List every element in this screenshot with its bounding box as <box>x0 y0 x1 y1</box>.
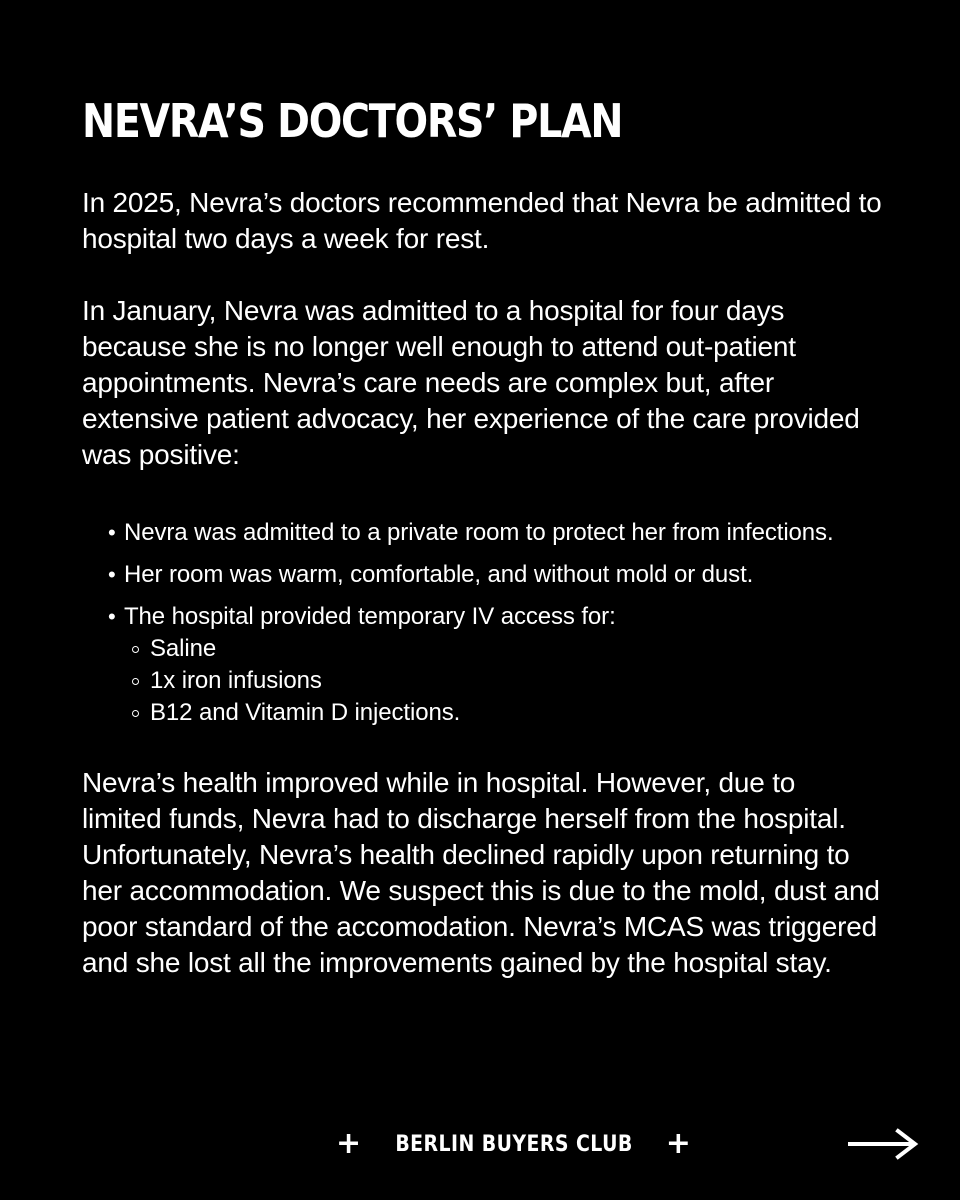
bullet-icon: • <box>108 603 116 629</box>
plus-icon: + <box>665 1126 692 1161</box>
list-item <box>108 601 882 729</box>
care-list <box>82 517 882 729</box>
iv-access-list <box>124 633 882 729</box>
footer <box>0 1126 960 1162</box>
sub-list-item <box>132 633 882 665</box>
list-item-text: Her room was warm, comfortable, and without mold or dust. <box>124 560 754 588</box>
list-item <box>108 559 882 591</box>
paragraph-outcome: Nevra’s health improved while in hospital. However, due to limited funds, Nevra had to discharge herself from the hospital. Unfortunately, Nevra’s health declined rapidly upon returning to her accommodation. We suspect this is due to the mold, dust and poor standard of the accomodation. Nevra’s MCAS was triggered and she lost all the improvements gained by the hospital stay. <box>82 766 880 978</box>
list-item-text: Nevra was admitted to a private room to protect her from infections. <box>124 518 834 546</box>
brand-mark <box>322 1126 705 1162</box>
circle-bullet-icon <box>132 710 139 717</box>
list-item <box>108 517 882 549</box>
bullet-icon: • <box>108 561 116 587</box>
bullet-icon: • <box>108 519 116 545</box>
list-item-text: The hospital provided temporary IV access for: <box>124 602 616 630</box>
sub-list-item <box>132 665 882 697</box>
paragraph-admission: In January, Nevra was admitted to a hospital for four days because she is no longer well enough to attend out-patient appointments. Nevra’s care needs are complex but, after extensive patient advocacy, her experience of the care provided was positive: <box>82 294 860 470</box>
brand-name: BERLIN BUYERS CLUB <box>394 1131 633 1157</box>
sub-list-item-text: B12 and Vitamin D injections. <box>150 698 461 726</box>
circle-bullet-icon <box>132 678 139 685</box>
circle-bullet-icon <box>132 646 139 653</box>
plus-icon: + <box>336 1126 362 1161</box>
content <box>82 96 882 981</box>
sub-list-item-text: Saline <box>150 634 217 662</box>
page-title: NEVRA’S DOCTORS’ PLAN <box>82 94 623 148</box>
right-arrow-icon[interactable] <box>848 1128 920 1160</box>
paragraph-recommendation: In 2025, Nevra’s doctors recommended that Nevra be admitted to hospital two days a week for rest. <box>82 186 882 254</box>
sub-list-item-text: 1x iron infusions <box>150 666 322 694</box>
sub-list-item <box>132 697 882 729</box>
